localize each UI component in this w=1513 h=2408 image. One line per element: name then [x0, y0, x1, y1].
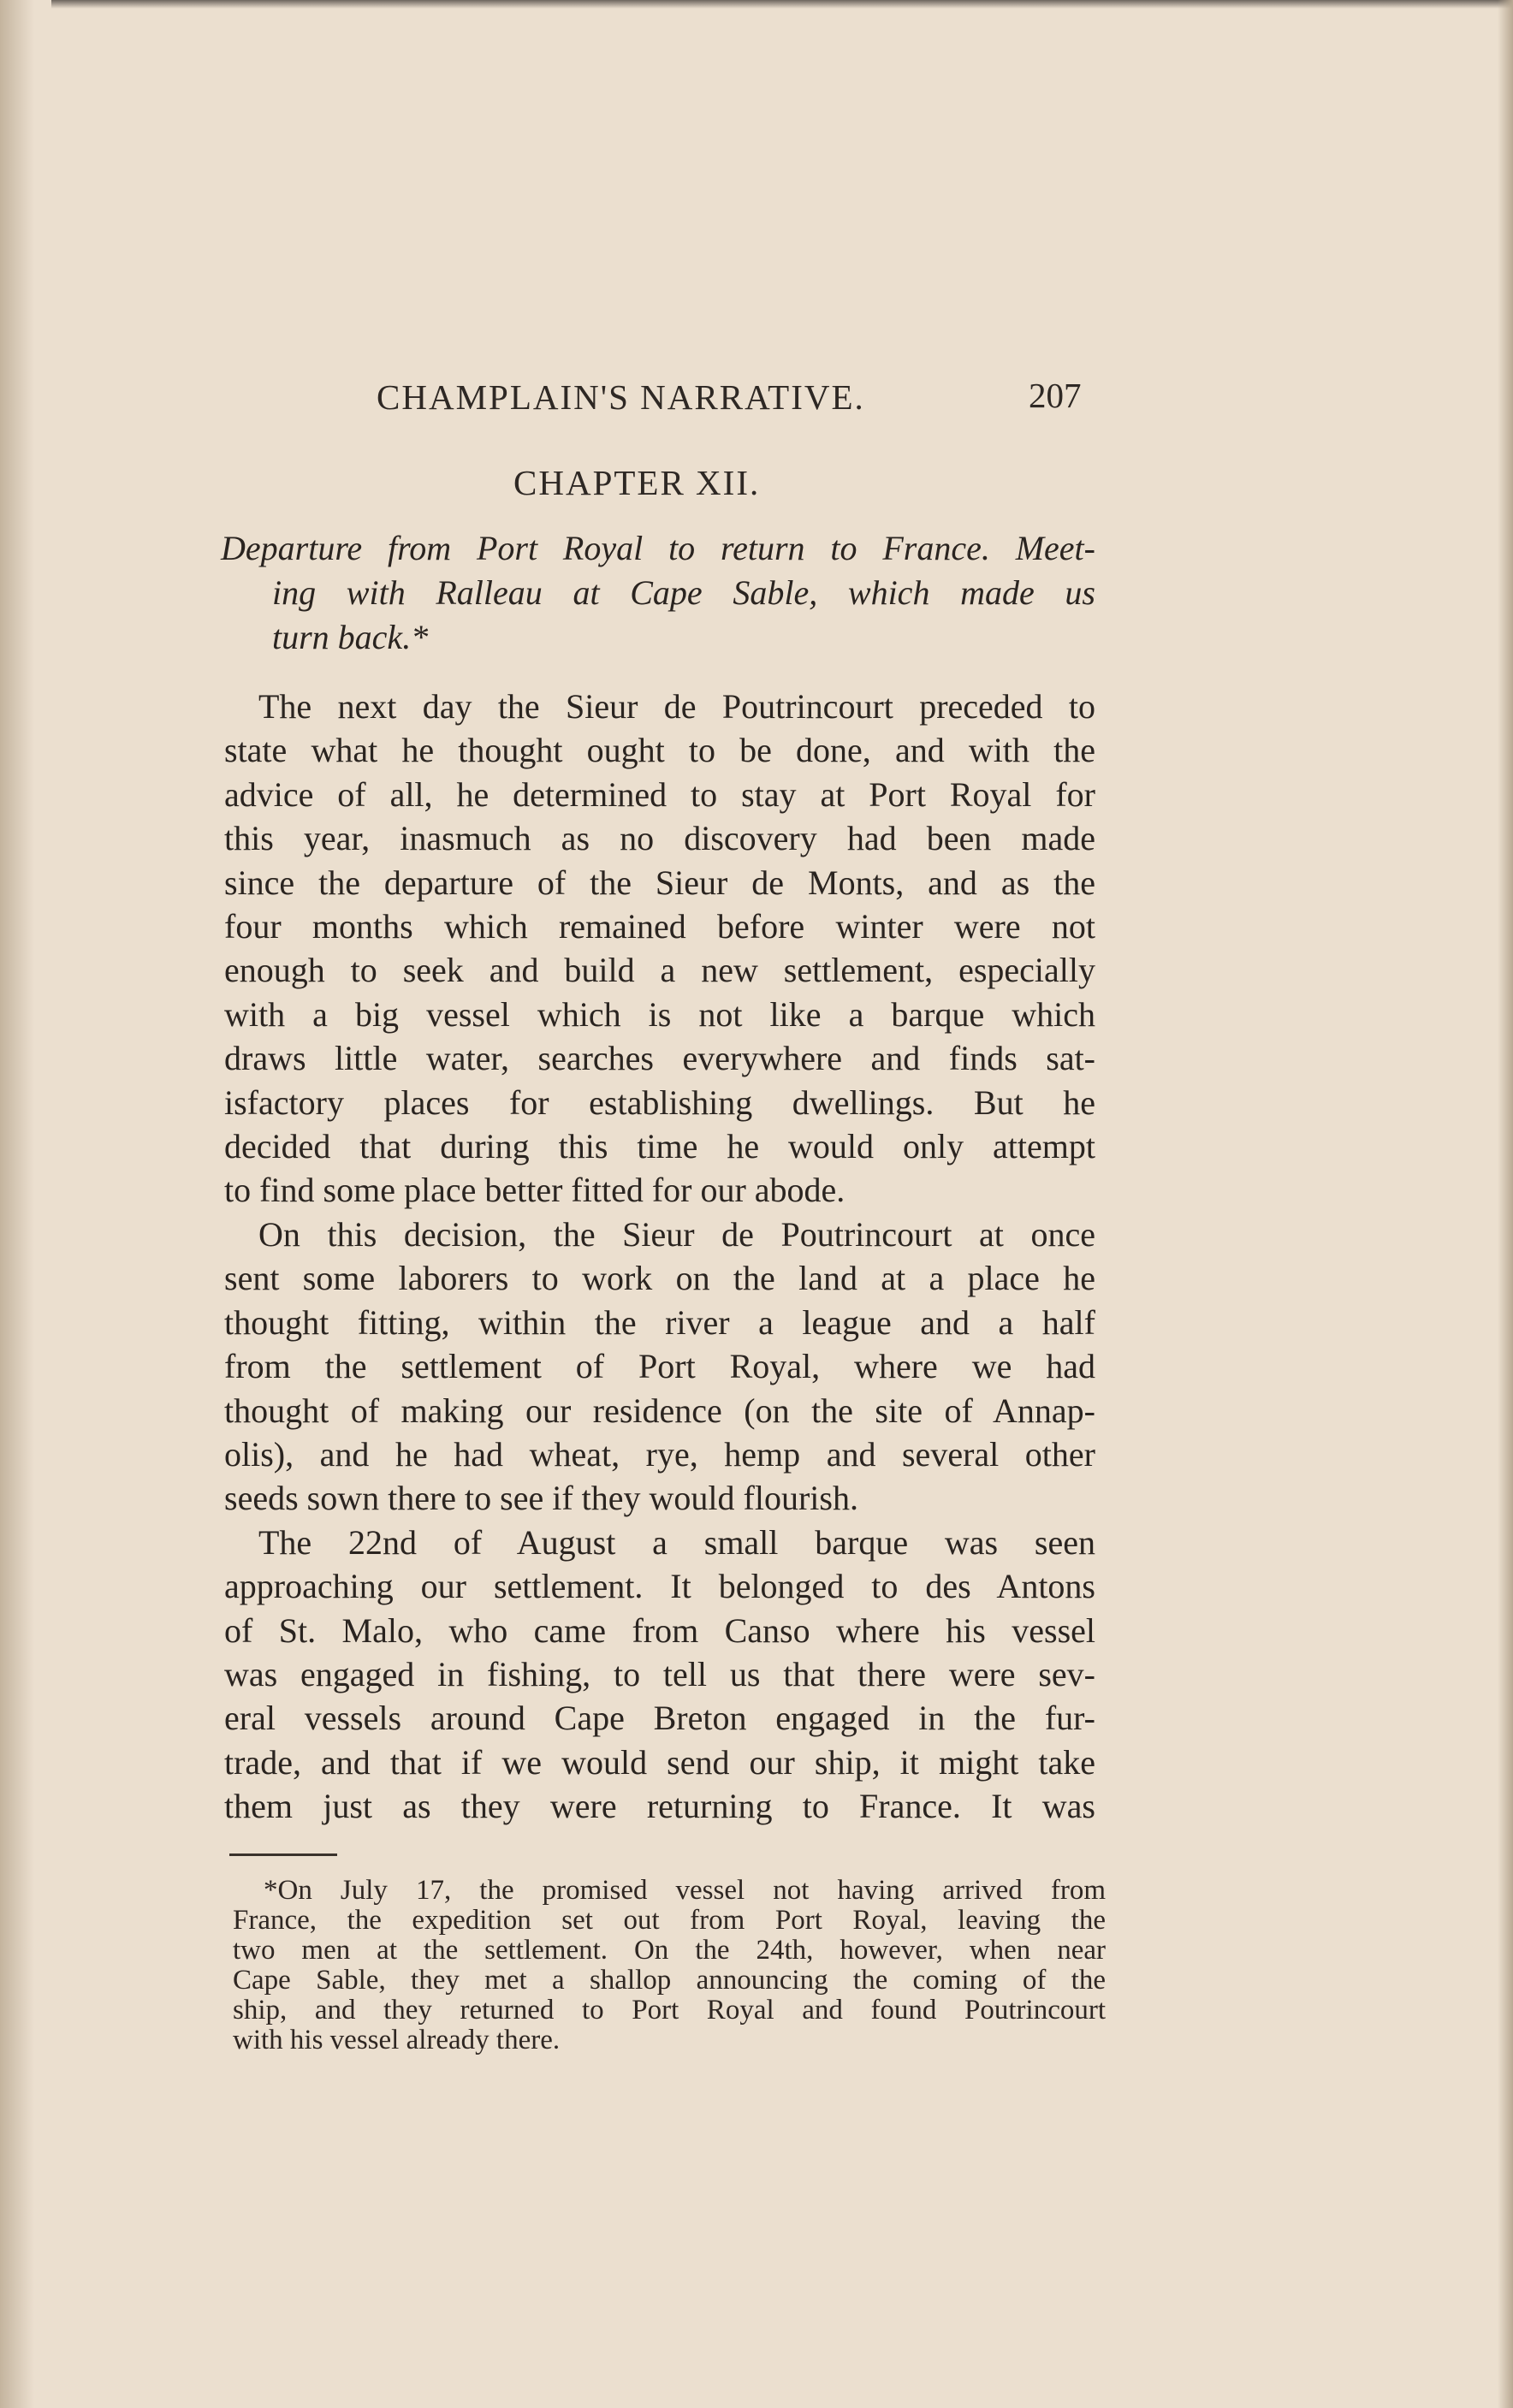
summary-line: turn back.* [272, 618, 429, 656]
footnote-line: two men at the settlement. On the 24th, however, when near [233, 1935, 1106, 1966]
body-line: state what he thought ought to be done, and with the [224, 731, 1095, 770]
body-line: since the departure of the Sieur de Monts, and as the [224, 863, 1095, 902]
page-gutter-shadow [0, 0, 34, 2408]
body-line: seeds sown there to see if they would flourish. [224, 1479, 858, 1518]
body-text [224, 685, 1095, 1829]
body-line: eral vessels around Cape Breton engaged in the fur- [224, 1699, 1095, 1738]
page-top-edge [51, 0, 1513, 9]
body-line: sent some laborers to work on the land at a place he [224, 1259, 1095, 1298]
body-line: to find some place better fitted for our abode. [224, 1171, 846, 1210]
body-line: thought fitting, within the river a league and a half [224, 1302, 1095, 1342]
body-line: four months which remained before winter were not [224, 907, 1095, 946]
body-line: olis), and he had wheat, rye, hemp and several other [224, 1434, 1095, 1474]
page-right-edge [1498, 0, 1513, 2408]
footnote [233, 1876, 1106, 2055]
page-number: 207 [1029, 376, 1082, 415]
summary-line: Departure from Port Royal to return to France. Meet- [221, 529, 1095, 567]
footnote-line: *On July 17, the promised vessel not having arrived from [264, 1875, 1106, 1906]
body-line: from the settlement of Port Royal, where we had [224, 1347, 1095, 1386]
body-line: On this decision, the Sieur de Poutrincourt at once [258, 1214, 1095, 1254]
body-line: was engaged in fishing, to tell us that there were sev- [224, 1654, 1095, 1693]
body-line: thought of making our residence (on the site of Annap- [224, 1391, 1095, 1430]
body-line: with a big vessel which is not like a barque which [224, 994, 1095, 1034]
body-line: advice of all, he determined to stay at Port Royal for [224, 774, 1095, 814]
footnote-line: France, the expedition set out from Port Royal, leaving the [233, 1905, 1106, 1936]
body-line: trade, and that if we would send our ship, it might take [224, 1742, 1095, 1782]
body-line: draws little water, searches everywhere and finds sat- [224, 1039, 1095, 1078]
body-line: this year, inasmuch as no discovery had been made [224, 819, 1095, 858]
chapter-summary [221, 526, 1095, 660]
body-line: them just as they were returning to France. It was [224, 1787, 1095, 1826]
footnote-line: with his vessel already there. [233, 2025, 561, 2055]
footnote-rule [229, 1853, 337, 1856]
body-line: decided that during this time he would only attempt [224, 1127, 1095, 1166]
body-line: approaching our settlement. It belonged to des Antons [224, 1567, 1095, 1606]
summary-line: ing with Ralleau at Cape Sable, which made us [272, 573, 1095, 612]
chapter-heading: CHAPTER XII. [513, 463, 761, 502]
body-line: of St. Malo, who came from Canso where his vessel [224, 1610, 1095, 1650]
body-line: enough to seek and build a new settlement, especially [224, 951, 1095, 990]
body-line: The next day the Sieur de Poutrincourt preceded to [258, 687, 1095, 726]
body-line: The 22nd of August a small barque was seen [258, 1522, 1095, 1562]
body-line: isfactory places for establishing dwellings. But he [224, 1082, 1095, 1122]
footnote-line: ship, and they returned to Port Royal and found Poutrincourt [233, 1995, 1106, 2025]
footnote-line: Cape Sable, they met a shallop announcing the coming of the [233, 1965, 1106, 1996]
running-head: CHAMPLAIN'S NARRATIVE. [377, 377, 865, 417]
